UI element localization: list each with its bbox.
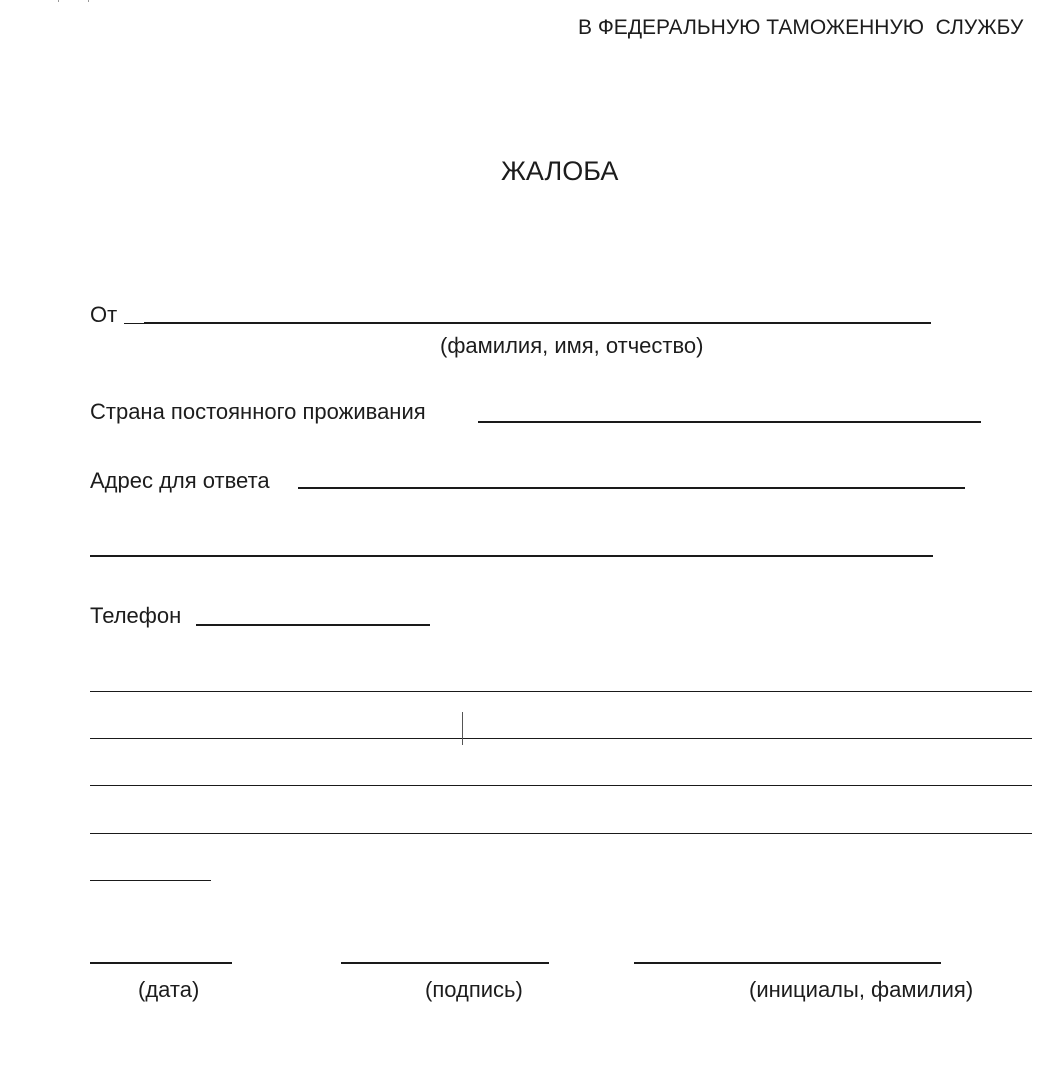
complaint-text-line-5[interactable] <box>90 880 211 881</box>
addressee-header: В ФЕДЕРАЛЬНУЮ ТАМОЖЕННУЮ СЛУЖБУ <box>578 16 1024 39</box>
phone-input-line[interactable] <box>196 624 430 626</box>
complaint-text-line-1[interactable] <box>90 691 1032 692</box>
document-title: ЖАЛОБА <box>501 156 619 186</box>
from-label: От <box>90 302 118 327</box>
address-label: Адрес для ответа <box>90 468 270 493</box>
page-corner-mark-right <box>88 0 89 2</box>
from-prefix-underline <box>124 323 144 324</box>
text-cursor <box>462 712 463 745</box>
date-input-line[interactable] <box>90 962 232 964</box>
complaint-text-line-3[interactable] <box>90 785 1032 786</box>
date-caption: (дата) <box>138 977 200 1002</box>
signature-caption: (подпись) <box>425 977 523 1002</box>
complaint-text-line-4[interactable] <box>90 833 1032 834</box>
name-input-line[interactable] <box>634 962 941 964</box>
from-caption: (фамилия, имя, отчество) <box>440 333 704 358</box>
country-input-line[interactable] <box>478 421 981 423</box>
country-label: Страна постоянного проживания <box>90 399 426 424</box>
phone-label: Телефон <box>90 603 182 628</box>
name-caption: (инициалы, фамилия) <box>749 977 974 1002</box>
page-corner-mark-left <box>58 0 59 2</box>
address-input-line-2[interactable] <box>90 555 933 557</box>
from-input-line[interactable] <box>144 322 931 324</box>
address-input-line[interactable] <box>298 487 965 489</box>
complaint-text-line-2[interactable] <box>90 738 1032 739</box>
signature-input-line[interactable] <box>341 962 549 964</box>
